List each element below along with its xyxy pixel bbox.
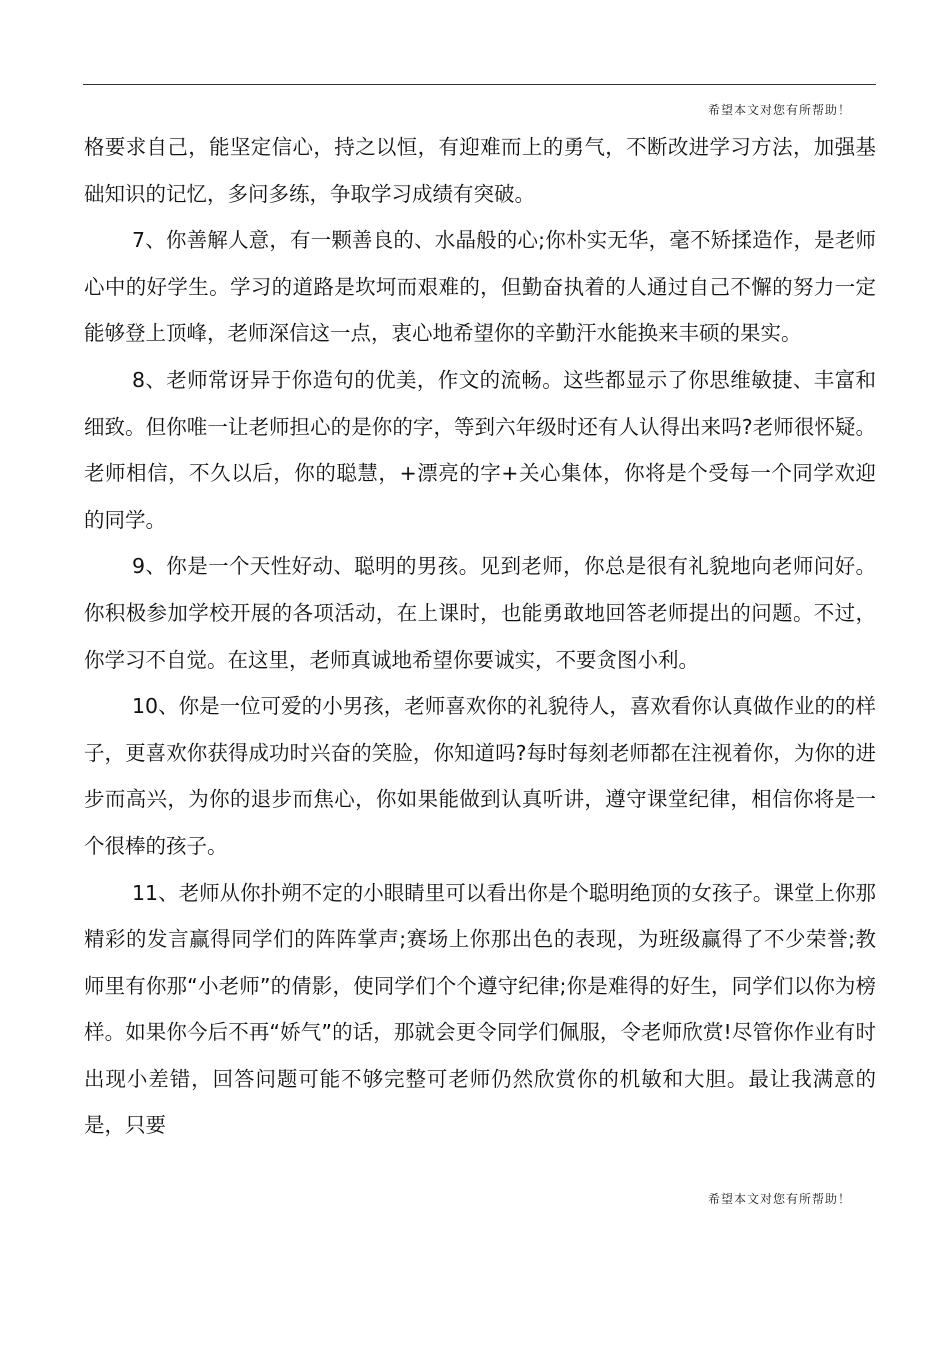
document-body: [84, 124, 876, 1149]
paragraph-comment-10: 10、你是一位可爱的小男孩，老师喜欢你的礼貌待人，喜欢看你认真做作业的的样子，更喜欢你获得成功时兴奋的笑脸，你知道吗?每时每刻老师都在注视着你，为你的进步而高兴，为你的退步而焦心，你如果能做到认真听讲，遵守课堂纪律，相信你将是一个很棒的孩子。: [84, 694, 876, 858]
paragraph-continuation: 格要求自己，能坚定信心，持之以恒，有迎难而上的勇气，不断改进学习方法，加强基础知识的记忆，多问多练，争取学习成绩有突破。: [84, 135, 876, 206]
header-note: 希望本文对您有所帮助！: [707, 103, 851, 117]
paragraph-comment-8: 8、老师常讶异于你造句的优美，作文的流畅。这些都显示了你思维敏捷、丰富和细致。但你唯一让老师担心的是你的字，等到六年级时还有人认得出来吗?老师很怀疑。老师相信，不久以后，你的聪慧，+漂亮的字+关心集体，你将是个受每一个同学欢迎的同学。: [84, 367, 876, 532]
paragraph-comment-7: 7、你善解人意，有一颗善良的、水晶般的心;你朴实无华，毫不矫揉造作，是老师心中的好学生。学习的道路是坎坷而艰难的，但勤奋执着的人通过自己不懈的努力一定能够登上顶峰，老师深信这一点，衷心地希望你的辛勤汗水能换来丰硕的果实。: [84, 228, 876, 346]
paragraph-comment-11: 11、老师从你扑朔不定的小眼睛里可以看出你是个聪明绝顶的女孩子。课堂上你那精彩的发言赢得同学们的阵阵掌声;赛场上你那出色的表现，为班级赢得了不少荣誉;教师里有你那“小老师”的倩影，使同学们个个遵守纪律;你是难得的好生，同学们以你为榜样。如果你今后不再“娇气”的话，那就会更令同学们佩服，令老师欣赏!尽管你作业有时出现小差错，回答问题可能不够完整可老师仍然欣赏你的机敏和大胆。最让我满意的是，只要: [84, 880, 876, 1138]
paragraph-comment-9: 9、你是一个天性好动、聪明的男孩。见到老师，你总是很有礼貌地向老师问好。你积极参加学校开展的各项活动，在上课时，也能勇敢地回答老师提出的问题。不过，你学习不自觉。在这里，老师真诚地希望你要诚实，不要贪图小利。: [84, 554, 876, 672]
footer-note: 希望本文对您有所帮助！: [707, 1192, 851, 1206]
header-rule: [83, 84, 876, 85]
